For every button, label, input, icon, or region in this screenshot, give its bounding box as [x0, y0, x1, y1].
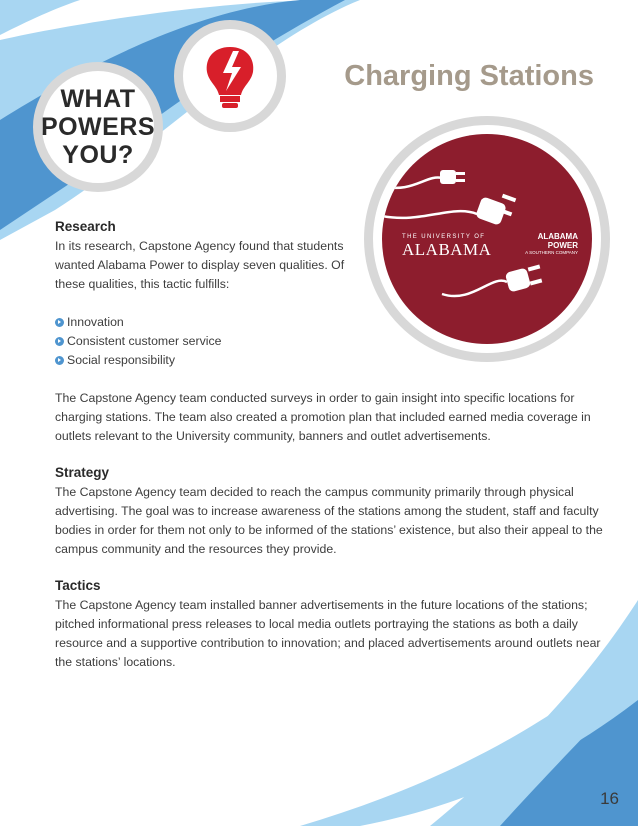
- ap-line-2: POWER: [547, 241, 578, 250]
- bullet-icon: [55, 337, 64, 346]
- research-intro: In its research, Capstone Agency found that students wanted Alabama Power to display seven qualities. Of these qualities, this tactic fulfills:: [55, 239, 345, 291]
- research-details: The Capstone Agency team conducted surveys in order to gain insight into specific locations for charging stations. The team also created a promotion plan that included earned media coverage in outlets relevant to the University community, banners and outlet advertisements.: [55, 391, 591, 443]
- tactics-text: The Capstone Agency team installed banner advertisements in the future locations of the stations; pitched informational press releases to local media outlets portraying the stations as both a daily resource and a supportive contribution to innovation; and placed advertisements around outlets near the stations’ locations.: [55, 598, 601, 669]
- badge-line-1: WHAT: [60, 85, 136, 113]
- page-title: Charging Stations: [344, 60, 594, 92]
- strategy-text: The Capstone Agency team decided to reach the campus community primarily through physical advertising. The goal was to increase awareness of the stations among the student, staff and faculty bodies in order for them not only to be informed of the stations’ existence, but also their appeal to the campus community and the resources they provide.: [55, 485, 603, 556]
- lightbulb-badge: [174, 20, 286, 132]
- qualities-list: [55, 313, 615, 370]
- list-item: Consistent customer service: [55, 332, 615, 351]
- tactics-heading: Tactics: [55, 578, 101, 593]
- research-heading: Research: [55, 219, 116, 234]
- bullet-icon: [55, 318, 64, 327]
- strategy-heading: Strategy: [55, 465, 110, 480]
- lightbulb-icon: [183, 29, 277, 123]
- list-item: Innovation: [55, 313, 615, 332]
- body-content: [55, 217, 615, 672]
- ua-line-2: ALABAMA: [402, 240, 492, 259]
- list-item: Social responsibility: [55, 351, 615, 370]
- what-powers-you-badge: [33, 62, 163, 192]
- badge-line-2: POWERS: [40, 113, 156, 141]
- ap-line-1: ALABAMA: [537, 232, 578, 241]
- page-number: 16: [600, 789, 619, 808]
- ap-line-3: A SOUTHERN COMPANY: [525, 250, 578, 255]
- badge-line-3: YOU?: [62, 141, 134, 169]
- ua-line-1: THE UNIVERSITY OF: [402, 234, 486, 240]
- bullet-icon: [55, 356, 64, 365]
